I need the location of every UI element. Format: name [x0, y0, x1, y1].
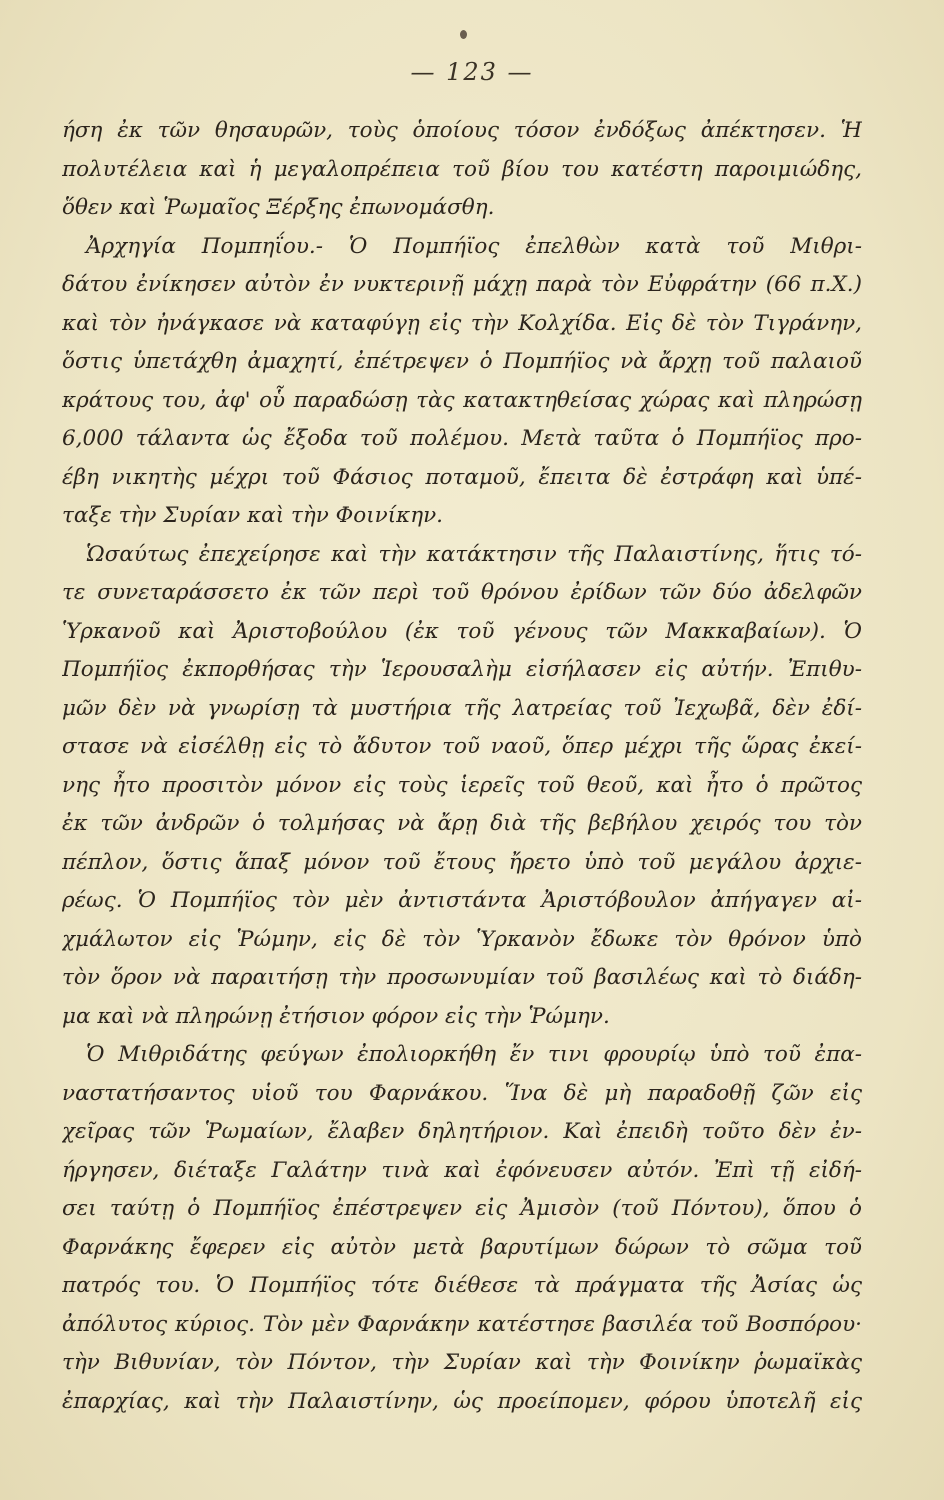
text-line: Ἀρχηγία Πομπηΐου.- Ὁ Πομπήϊος ἐπελθὼν κατὰ τοῦ Μιθρι-	[86, 233, 862, 259]
text-line: καὶ τὸν ἠνάγκασε νὰ καταφύγῃ εἰς τὴν Κολχίδα. Εἰς δὲ τὸν Τιγράνην,	[62, 310, 862, 336]
text-line: ἐκ τῶν ἀνδρῶν ὁ τολμήσας νὰ ἄρῃ διὰ τῆς βεβήλου χειρός του τὸν	[62, 811, 862, 836]
text-line: νης ἦτο προσιτὸν μόνον εἰς τοὺς ἱερεῖς τοῦ θεοῦ, καὶ ἦτο ὁ πρῶτος	[62, 772, 862, 798]
text-line: χμάλωτον εἰς Ῥώμην, εἰς δὲ τὸν Ὑρκανὸν ἔδωκε τὸν θρόνον ὑπὸ	[62, 926, 862, 952]
text-line: δάτου ἐνίκησεν αὐτὸν ἐν νυκτερινῇ μάχῃ παρὰ τὸν Εὐφράτην (66 π.Χ.)	[62, 272, 862, 297]
text-line: Ὡσαύτως ἐπεχείρησε καὶ τὴν κατάκτησιν τῆς Παλαιστίνης, ἥτις τό-	[86, 541, 862, 567]
text-line: στασε νὰ εἰσέλθῃ εἰς τὸ ἄδυτον τοῦ ναοῦ, ὅπερ μέχρι τῆς ὥρας ἐκεί-	[62, 734, 862, 759]
text-line: κράτους του, ἀφ' οὗ παραδώσῃ τὰς κατακτηθείσας χώρας καὶ πληρώσῃ	[62, 387, 862, 413]
text-line: τὴν Βιθυνίαν, τὸν Πόντον, τὴν Συρίαν καὶ τὴν Φοινίκην ῥωμαϊκὰς	[62, 1350, 862, 1375]
text-line: ήργησεν, διέταξε Γαλάτην τινὰ καὶ ἐφόνευσεν αὐτόν. Ἐπὶ τῇ εἰδή-	[62, 1157, 862, 1183]
text-line: μῶν δὲν νὰ γνωρίσῃ τὰ μυστήρια τῆς λατρείας τοῦ Ἰεχωβᾶ, δὲν ἐδί-	[62, 695, 862, 721]
text-line: σει ταύτῃ ὁ Πομπήϊος ἐπέστρεψεν εἰς Ἀμισὸν (τοῦ Πόντου), ὅπου ὁ	[62, 1196, 862, 1221]
text-line: ἐπαρχίας, καὶ τὴν Παλαιστίνην, ὡς προείπομεν, φόρου ὑποτελῆ εἰς	[62, 1388, 862, 1414]
text-line: ρέως. Ὁ Πομπήϊος τὸν μὲν ἀντιστάντα Ἀριστόβουλον ἀπήγαγεν αἰ-	[62, 888, 862, 913]
text-line: ταξε τὴν Συρίαν καὶ τὴν Φοινίκην.	[62, 503, 444, 528]
text-line: πέπλον, ὅστις ἅπαξ μόνον τοῦ ἔτους ἤρετο ὑπὸ τοῦ μεγάλου ἀρχιε-	[62, 849, 862, 875]
text-line: έβη νικητὴς μέχρι τοῦ Φάσιος ποταμοῦ, ἔπειτα δὲ ἐστράφη καὶ ὑπέ-	[62, 464, 862, 490]
text-line: Ὑρκανοῦ καὶ Ἀριστοβούλου (ἐκ τοῦ γένους τῶν Μακκαβαίων). Ὁ	[62, 618, 862, 644]
text-line: ἀπόλυτος κύριος. Τὸν μὲν Φαρνάκην κατέστησε βασιλέα τοῦ Βοσπόρου·	[62, 1311, 862, 1337]
text-line: πολυτέλεια καὶ ἡ μεγαλοπρέπεια τοῦ βίου του κατέστη παροιμιώδης,	[62, 156, 862, 182]
text-line: Φαρνάκης ἔφερεν εἰς αὐτὸν μετὰ βαρυτίμων δώρων τὸ σῶμα τοῦ	[62, 1234, 862, 1260]
text-line: τε συνεταράσσετο ἐκ τῶν περὶ τοῦ θρόνου ἐρίδων τῶν δύο ἀδελφῶν	[62, 580, 862, 605]
body-text	[62, 112, 862, 1421]
text-line: ὅθεν καὶ Ῥωμαῖος Ξέρξης ἐπωνομάσθη.	[62, 195, 495, 220]
ink-blot	[460, 30, 467, 39]
text-line: ναστατήσαντος υἱοῦ του Φαρνάκου. Ἵνα δὲ μὴ παραδοθῇ ζῶν εἰς	[62, 1080, 862, 1106]
text-line: μα καὶ νὰ πληρώνῃ ἐτήσιον φόρον εἰς τὴν Ῥώμην.	[62, 1003, 610, 1029]
text-line: Πομπήϊος ἐκπορθήσας τὴν Ἱερουσαλὴμ εἰσήλασεν εἰς αὐτήν. Ἐπιθυ-	[62, 657, 862, 682]
text-line: πατρός του. Ὁ Πομπήϊος τότε διέθεσε τὰ πράγματα τῆς Ἀσίας ὡς	[62, 1273, 862, 1298]
page-number: — 123 —	[410, 58, 534, 86]
text-line: 6,000 τάλαντα ὡς ἔξοδα τοῦ πολέμου. Μετὰ ταῦτα ὁ Πομπήϊος προ-	[62, 426, 862, 451]
text-line: Ὁ Μιθριδάτης φεύγων ἐπολιορκήθη ἔν τινι φρουρίῳ ὑπὸ τοῦ ἐπα-	[86, 1042, 862, 1067]
text-line: τὸν ὅρον νὰ παραιτήσῃ τὴν προσωνυμίαν τοῦ βασιλέως καὶ τὸ διάδη-	[62, 965, 862, 990]
text-line: χεῖρας τῶν Ῥωμαίων, ἔλαβεν δηλητήριον. Καὶ ἐπειδὴ τοῦτο δὲν ἐν-	[62, 1119, 862, 1144]
text-line: ὅστις ὑπετάχθη ἀμαχητί, ἐπέτρεψεν ὁ Πομπήϊος νὰ ἄρχῃ τοῦ παλαιοῦ	[62, 349, 862, 374]
text-line: ήση ἐκ τῶν θησαυρῶν, τοὺς ὁποίους τόσον ἐνδόξως ἀπέκτησεν. Ἡ	[62, 118, 862, 143]
